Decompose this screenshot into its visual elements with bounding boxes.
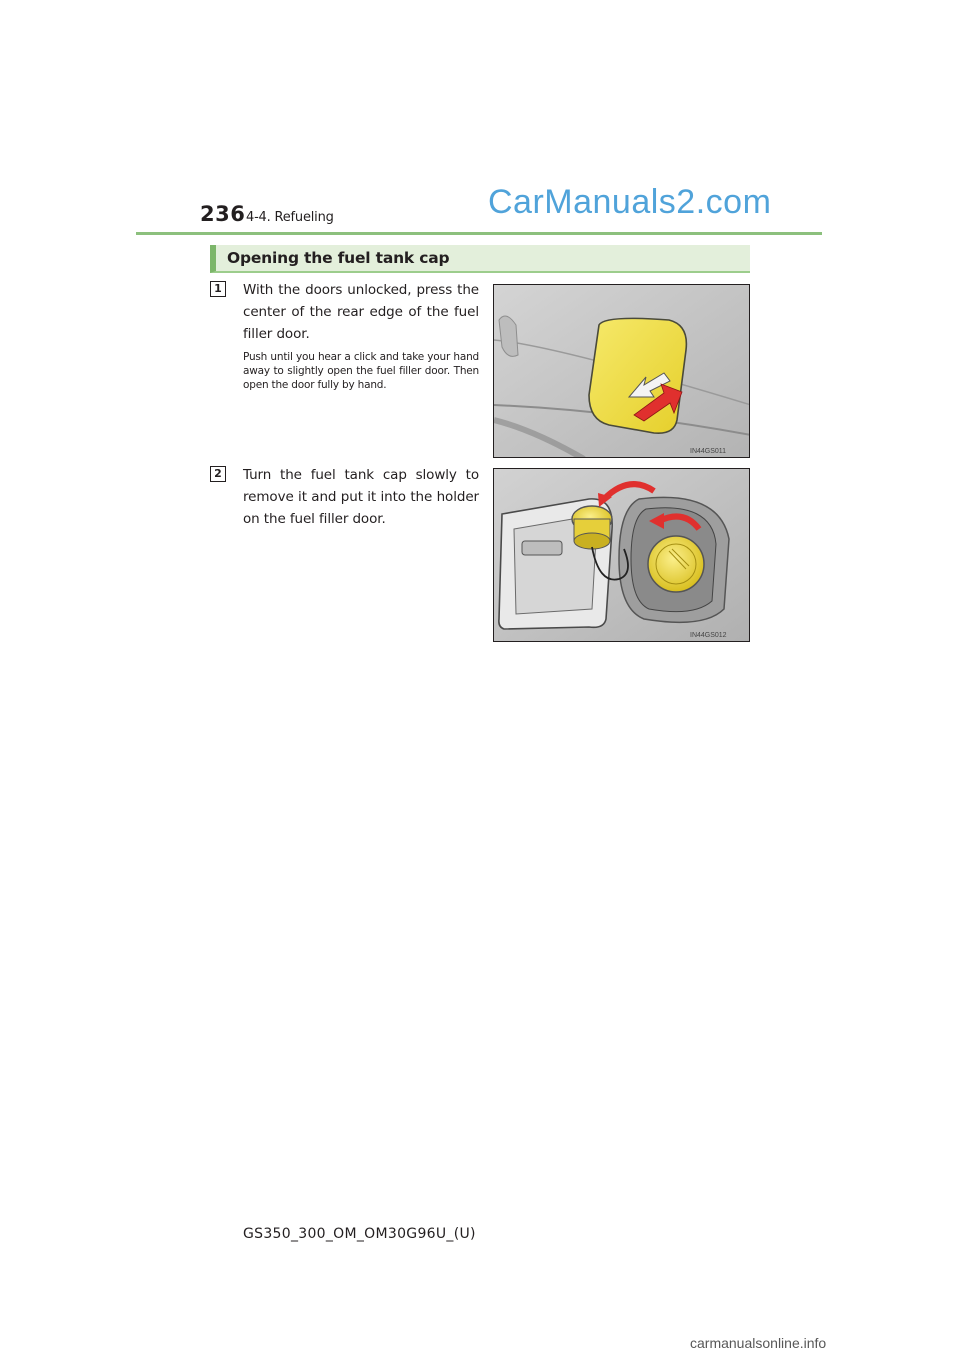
fuel-filler-door-illustration: [493, 284, 750, 458]
step-2-text: Turn the fuel tank cap slowly to remove it and put it into the holder on the fuel filler door.: [243, 467, 479, 527]
step-1-note: Push until you hear a click and take your hand away to slightly open the fuel filler door. Then open the door fully by hand.: [243, 351, 479, 391]
running-header-section: 4-4. Refueling: [246, 210, 334, 225]
image-code-1: IN44GS011: [690, 448, 727, 455]
page-number: 236: [200, 202, 246, 226]
step-1-badge: 1: [210, 281, 226, 297]
image-code-2: IN44GS012: [690, 632, 727, 639]
step-2-badge: 2: [210, 466, 226, 482]
watermark-top: CarManuals2.com: [488, 183, 772, 221]
watermark-bottom: carmanualsonline.info: [690, 1335, 827, 1351]
section-header: [210, 245, 750, 273]
step-1-text: With the doors unlocked, press the center of the rear edge of the fuel filler door.: [243, 282, 479, 342]
section-title: Opening the fuel tank cap: [227, 249, 450, 267]
header-rule: [136, 232, 822, 235]
document-code: GS350_300_OM_OM30G96U_(U): [243, 1226, 476, 1242]
fuel-tank-cap-illustration: [493, 468, 750, 642]
fuel-cap-remove-graphic: [494, 469, 750, 642]
fuel-door-press-graphic: [494, 285, 750, 458]
